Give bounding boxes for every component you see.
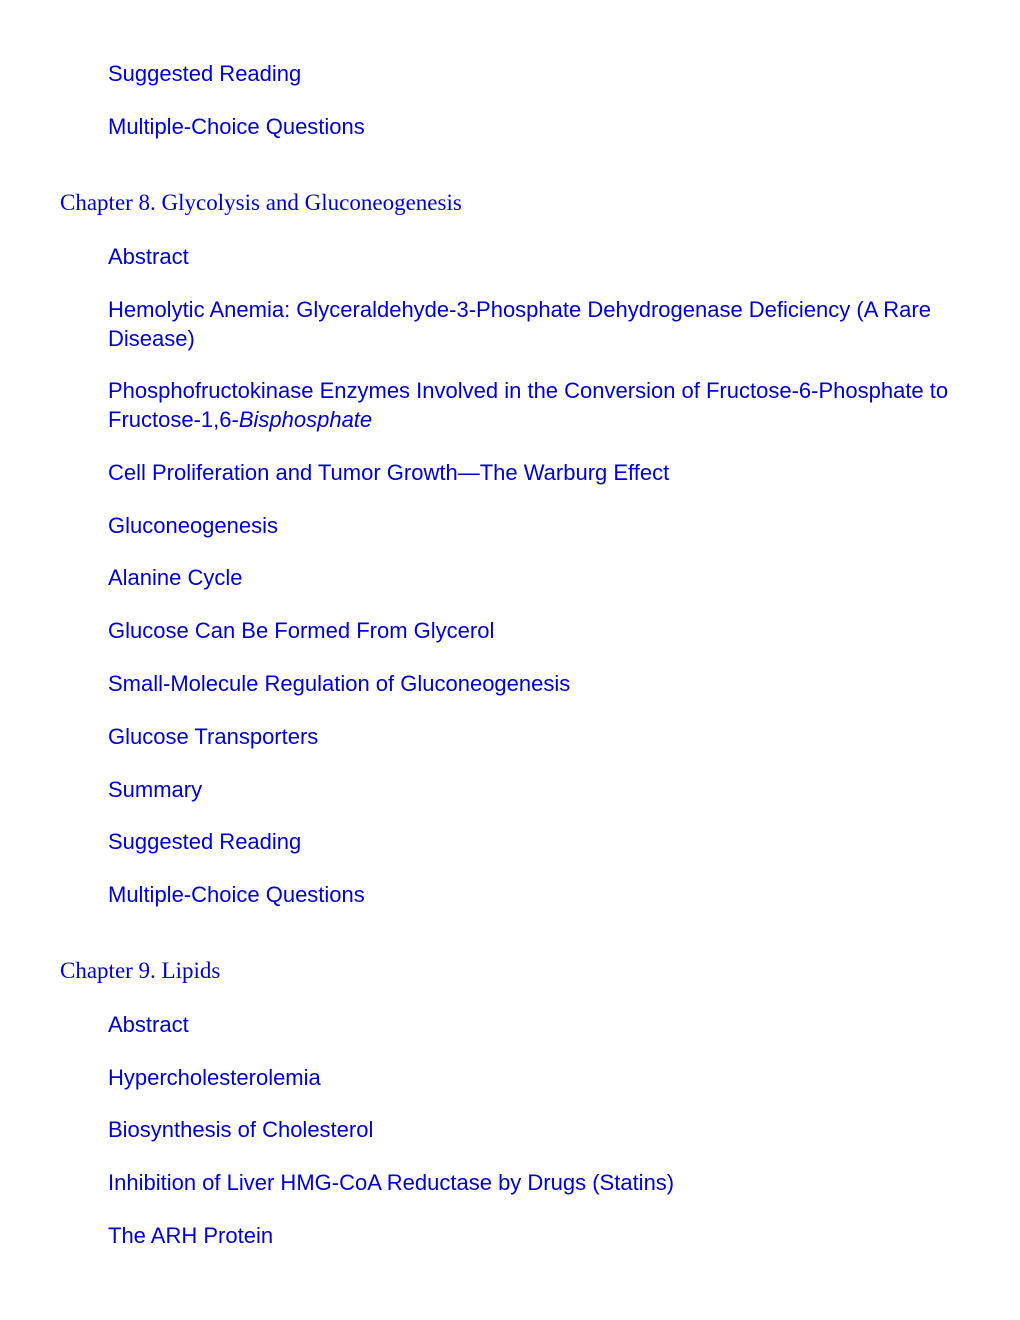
toc-link-gluconeogenesis[interactable]: Gluconeogenesis	[108, 513, 279, 538]
toc-link-pfk-text: Phosphofructokinase Enzymes Involved in the Conversion of Fructose-6-Phosphate to Fructose-1,6-	[108, 378, 949, 432]
toc-link-alanine-cycle[interactable]: Alanine Cycle	[108, 565, 243, 590]
toc-link-hypercholesterolemia[interactable]: Hypercholesterolemia	[108, 1065, 321, 1090]
toc-link-glucose-transporters[interactable]: Glucose Transporters	[108, 724, 319, 749]
toc-link-biosynthesis-of-cholesterol[interactable]: Biosynthesis of Cholesterol	[108, 1117, 374, 1142]
toc-link-abstract-ch9[interactable]: Abstract	[108, 1012, 189, 1037]
toc-link-multiple-choice-questions-ch8[interactable]: Multiple-Choice Questions	[108, 882, 365, 907]
toc-link-suggested-reading[interactable]: Suggested Reading	[108, 61, 302, 86]
chapter-8-heading: Chapter 8. Glycolysis and Gluconeogenesis	[60, 190, 462, 215]
toc-link-hemolytic-anemia[interactable]: Hemolytic Anemia: Glyceraldehyde-3-Phosphate Dehydrogenase Deficiency (A Rare Disease)	[108, 297, 931, 351]
toc-link-multiple-choice-questions[interactable]: Multiple-Choice Questions	[108, 114, 365, 139]
toc-link-statins[interactable]: Inhibition of Liver HMG-CoA Reductase by Drugs (Statins)	[108, 1170, 675, 1195]
toc-link-pfk-italic: Bisphosphate	[238, 406, 373, 432]
toc-link-glucose-from-glycerol[interactable]: Glucose Can Be Formed From Glycerol	[108, 618, 495, 643]
toc-link-summary[interactable]: Summary	[108, 777, 203, 802]
toc-link-warburg-effect[interactable]: Cell Proliferation and Tumor Growth—The Warburg Effect	[108, 460, 670, 485]
toc-link-phosphofructokinase[interactable]	[108, 377, 968, 434]
toc-link-arh-protein[interactable]: The ARH Protein	[108, 1223, 274, 1248]
toc-link-small-molecule-regulation[interactable]: Small-Molecule Regulation of Gluconeogenesis	[108, 671, 571, 696]
toc-link-suggested-reading-ch8[interactable]: Suggested Reading	[108, 829, 302, 854]
chapter-9-heading: Chapter 9. Lipids	[60, 958, 221, 983]
toc-link-abstract[interactable]: Abstract	[108, 244, 189, 269]
